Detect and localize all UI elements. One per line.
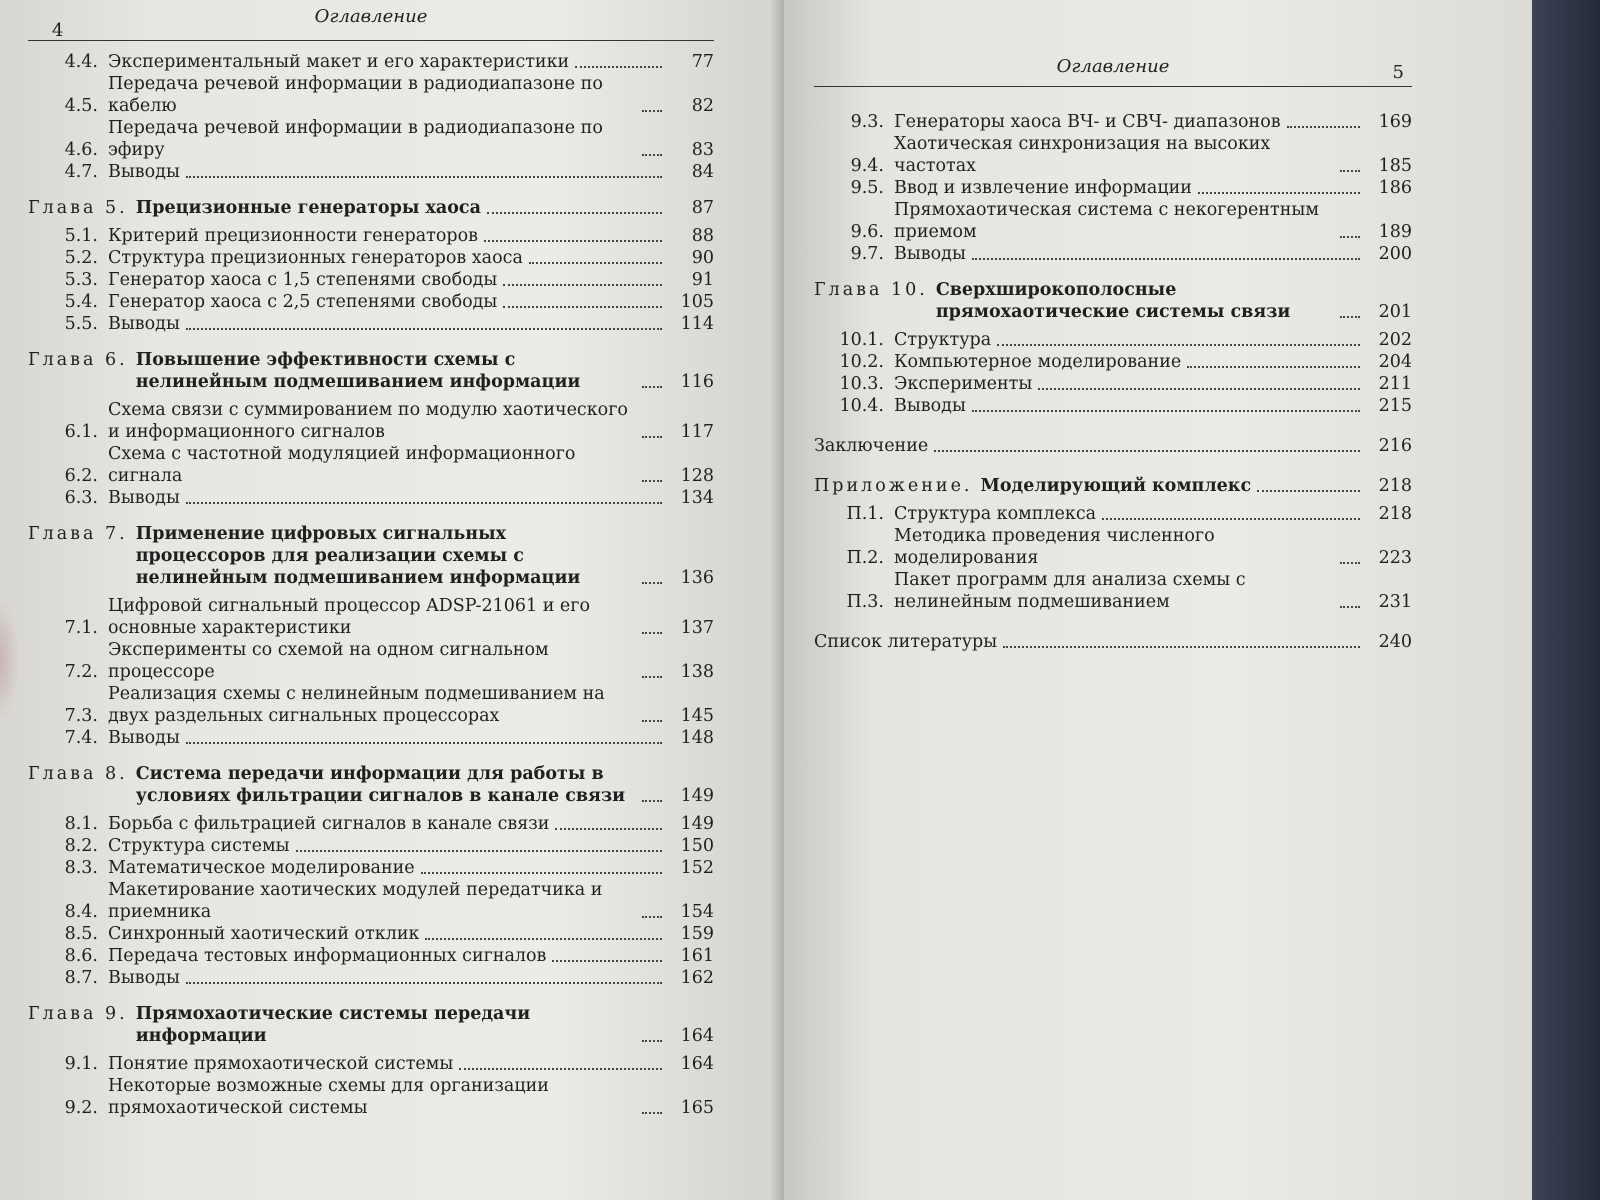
toc-entry — [814, 243, 1412, 265]
section-number: 5.4. — [64, 292, 98, 312]
section-title: Выводы — [108, 728, 180, 748]
section-number: 5.2. — [64, 248, 98, 268]
chapter-heading — [28, 523, 714, 589]
toc-entry — [814, 351, 1412, 373]
page-ref: 164 — [680, 1026, 714, 1046]
leader-dots — [642, 632, 662, 634]
page-ref: 128 — [680, 466, 714, 486]
page-ref: 83 — [691, 140, 714, 160]
chapter-title-text: Моделирующий комплекс — [980, 476, 1252, 496]
chapter-title — [136, 763, 714, 807]
chapter-heading — [814, 475, 1412, 497]
leader-dots — [642, 1112, 662, 1114]
toc-entry — [814, 503, 1412, 525]
leader-dots — [186, 982, 662, 984]
section-title: Цифровой сигнальный процессор ADSP-21061 и его основные характеристики — [108, 596, 590, 638]
chapter-label: Глава 10. — [814, 280, 928, 300]
chapter-title-text: Прямохаотические системы передачи информации — [135, 1004, 531, 1046]
section-title: Борьба с фильтрацией сигналов в канале связи — [108, 814, 550, 834]
leader-dots — [1187, 366, 1360, 368]
section-title: Выводы — [108, 314, 180, 334]
section-number: 5.3. — [64, 270, 98, 290]
toc-entry — [28, 967, 714, 989]
chapter-heading — [28, 349, 714, 393]
toc-entry — [28, 117, 714, 161]
leader-dots — [1287, 126, 1360, 128]
chapter-head — [814, 279, 1412, 323]
toc-entry — [814, 199, 1412, 243]
toc-entry — [814, 133, 1412, 177]
leader-dots — [1340, 562, 1360, 564]
toc-entry — [28, 313, 714, 335]
page-ref: 211 — [1378, 374, 1412, 394]
section-number: 8.7. — [64, 968, 98, 988]
leader-dots — [487, 212, 662, 214]
chapter-title — [980, 475, 1412, 497]
toc-entry — [814, 569, 1412, 613]
leader-dots — [1340, 606, 1360, 608]
chapter-heading — [28, 763, 714, 807]
chapter-head — [28, 523, 714, 589]
page-ref: 148 — [680, 728, 714, 748]
leader-dots — [997, 344, 1360, 346]
toc-entry — [814, 177, 1412, 199]
section-number: 6.3. — [64, 488, 98, 508]
page-ref: 84 — [691, 162, 714, 182]
references-title: Список литературы — [814, 632, 998, 652]
page-ref: 202 — [1378, 330, 1412, 350]
references-entry — [814, 631, 1412, 653]
page-ref: 216 — [1378, 436, 1412, 456]
leader-dots — [186, 742, 662, 744]
section-title: Синхронный хаотический отклик — [108, 924, 420, 944]
left-page — [0, 0, 784, 1200]
section-number: 10.3. — [839, 374, 884, 394]
leader-dots — [642, 110, 662, 112]
chapter-title-row — [136, 1003, 714, 1047]
section-title: Выводы — [108, 488, 180, 508]
section-title: Структура прецизионных генераторов хаоса — [108, 248, 523, 268]
page-ref: 218 — [1378, 504, 1412, 524]
section-title: Экспериментальный макет и его характеристики — [108, 52, 570, 72]
page-ref: 240 — [1378, 632, 1412, 652]
chapter-label: Приложение. — [814, 476, 973, 496]
section-number: 10.2. — [839, 352, 884, 372]
page-ref: 161 — [680, 946, 714, 966]
section-number: 9.7. — [850, 244, 884, 264]
section-title: Эксперименты — [894, 374, 1033, 394]
page-ref: 116 — [680, 372, 714, 392]
section-title: Пакет программ для анализа схемы с нелинейным подмешиванием — [894, 570, 1246, 612]
leader-dots — [425, 938, 662, 940]
page-ref: 150 — [680, 836, 714, 856]
toc-entry — [28, 399, 714, 443]
section-number: 8.1. — [64, 814, 98, 834]
leader-dots — [642, 720, 662, 722]
toc-entry — [28, 247, 714, 269]
leader-dots — [186, 502, 662, 504]
section-title: Математическое моделирование — [108, 858, 415, 878]
section-number: 9.4. — [850, 156, 884, 176]
page-ref: 90 — [691, 248, 714, 268]
page-ref: 201 — [1378, 302, 1412, 322]
leader-dots — [529, 262, 662, 264]
chapter-head — [28, 197, 714, 219]
section-title: Передача речевой информации в радиодиапазоне по эфиру — [108, 118, 603, 160]
section-number: П.3. — [846, 592, 884, 612]
toc-entry — [814, 525, 1412, 569]
page-ref: 137 — [680, 618, 714, 638]
chapter-title-row — [136, 197, 714, 219]
leader-dots — [642, 676, 662, 678]
toc-entry — [28, 639, 714, 683]
leader-dots — [459, 1068, 662, 1070]
chapter-label: Глава 5. — [28, 198, 128, 218]
chapter-title-text: Применение цифровых сигнальных процессоров для реализации схемы с нелинейным подмешиванием информации — [135, 524, 581, 588]
running-head-title: Оглавление — [314, 6, 428, 27]
section-number: 8.2. — [64, 836, 98, 856]
page-ref: 159 — [680, 924, 714, 944]
page-ref: 149 — [680, 814, 714, 834]
leader-dots — [1003, 646, 1360, 648]
section-number: 9.5. — [850, 178, 884, 198]
section-number: 9.1. — [64, 1054, 98, 1074]
page-ref: 169 — [1378, 112, 1412, 132]
chapter-head — [28, 349, 714, 393]
section-title: Некоторые возможные схемы для организации прямохаотической системы — [108, 1076, 549, 1118]
section-title: Выводы — [108, 968, 180, 988]
section-number: 4.5. — [64, 96, 98, 116]
chapter-label: Глава 6. — [28, 350, 128, 370]
chapter-head — [814, 475, 1412, 497]
page-ref: 91 — [691, 270, 714, 290]
page-ref: 88 — [691, 226, 714, 246]
section-title: Эксперименты со схемой на одном сигнальном процессоре — [108, 640, 549, 682]
section-number: 4.4. — [64, 52, 98, 72]
chapter-title-row — [936, 279, 1412, 323]
section-number: 7.2. — [64, 662, 98, 682]
page-ref: 223 — [1378, 548, 1412, 568]
toc-entry — [28, 73, 714, 117]
toc-entry — [814, 329, 1412, 351]
page-ref: 162 — [680, 968, 714, 988]
page-number: 5 — [1392, 62, 1404, 83]
chapter-title-text: Прецизионные генераторы хаоса — [135, 198, 481, 218]
page-ref: 231 — [1378, 592, 1412, 612]
chapter-title — [136, 349, 714, 393]
page-ref: 200 — [1378, 244, 1412, 264]
leader-dots — [934, 450, 1360, 452]
conclusion-title: Заключение — [814, 436, 929, 456]
toc-entry — [28, 835, 714, 857]
section-title: Структура — [894, 330, 992, 350]
toc-entry — [28, 269, 714, 291]
leader-dots — [1340, 236, 1360, 238]
section-title: Генераторы хаоса ВЧ- и СВЧ- диапазонов — [894, 112, 1281, 132]
chapter-heading — [28, 197, 714, 219]
leader-dots — [1340, 170, 1360, 172]
toc-entry — [28, 487, 714, 509]
chapter-label: Глава 7. — [28, 524, 128, 544]
section-number: 4.7. — [64, 162, 98, 182]
chapter-title — [936, 279, 1412, 323]
chapter-title-row — [136, 349, 714, 393]
running-head — [28, 6, 714, 41]
page-ref: 165 — [680, 1098, 714, 1118]
section-number: 6.2. — [64, 466, 98, 486]
section-title: Методика проведения численного моделирования — [894, 526, 1215, 568]
page-ref: 185 — [1378, 156, 1412, 176]
leader-dots — [552, 960, 662, 962]
page-ref: 152 — [680, 858, 714, 878]
leader-dots — [1038, 388, 1360, 390]
leader-dots — [642, 436, 662, 438]
leader-dots — [484, 240, 662, 242]
leader-dots — [642, 154, 662, 156]
right-page — [784, 0, 1532, 1200]
section-title: Генератор хаоса с 2,5 степенями свободы — [108, 292, 498, 312]
leader-dots — [503, 306, 662, 308]
chapter-title — [136, 1003, 714, 1047]
page-ref: 164 — [680, 1054, 714, 1074]
section-number: 4.6. — [64, 140, 98, 160]
toc-entry — [28, 51, 714, 73]
chapter-title-text: Сверхширокополосные прямохаотические системы связи — [935, 280, 1291, 322]
leader-dots — [972, 258, 1360, 260]
section-number: 10.4. — [839, 396, 884, 416]
chapter-title-text: Повышение эффективности схемы с нелинейным подмешиванием информации — [135, 350, 581, 392]
leader-dots — [642, 386, 662, 388]
toc-entry — [28, 727, 714, 749]
leader-dots — [421, 872, 662, 874]
page-ref: 136 — [680, 568, 714, 588]
leader-dots — [1340, 316, 1360, 318]
section-number: 9.2. — [64, 1098, 98, 1118]
page-ref: 154 — [680, 902, 714, 922]
leader-dots — [642, 582, 662, 584]
section-title: Компьютерное моделирование — [894, 352, 1182, 372]
section-title: Схема связи с суммированием по модулю хаотического и информационного сигналов — [108, 400, 628, 442]
chapter-title-row — [980, 475, 1412, 497]
section-title: Передача речевой информации в радиодиапазоне по кабелю — [108, 74, 603, 116]
leader-dots — [642, 916, 662, 918]
toc-entry — [814, 111, 1412, 133]
leader-dots — [1198, 192, 1360, 194]
page-ref: 87 — [691, 198, 714, 218]
section-title: Хаотическая синхронизация на высоких частотах — [894, 134, 1271, 176]
running-head-title: Оглавление — [1056, 56, 1170, 77]
chapter-heading — [814, 279, 1412, 323]
leader-dots — [555, 828, 662, 830]
section-number: 7.3. — [64, 706, 98, 726]
section-title: Прямохаотическая система с некогерентным приемом — [894, 200, 1319, 242]
chapter-title — [136, 523, 714, 589]
toc-right — [814, 111, 1412, 653]
section-number: 10.1. — [839, 330, 884, 350]
section-title: Структура комплекса — [894, 504, 1097, 524]
page-ref: 149 — [680, 786, 714, 806]
section-title: Выводы — [108, 162, 180, 182]
page-ref: 114 — [680, 314, 714, 334]
section-title: Реализация схемы с нелинейным подмешиванием на двух раздельных сигнальных процессорах — [108, 684, 605, 726]
toc-entry — [28, 1053, 714, 1075]
leader-dots — [642, 1040, 662, 1042]
chapter-title — [136, 197, 714, 219]
chapter-title-row — [136, 763, 714, 807]
section-title: Схема с частотной модуляцией информационного сигнала — [108, 444, 576, 486]
section-number: 5.5. — [64, 314, 98, 334]
leader-dots — [1257, 490, 1360, 492]
section-title: Структура системы — [108, 836, 290, 856]
toc-entry — [28, 443, 714, 487]
section-title: Выводы — [894, 244, 966, 264]
finger-shadow — [0, 600, 20, 720]
page-ref: 145 — [680, 706, 714, 726]
toc-entry — [28, 683, 714, 727]
section-number: 8.3. — [64, 858, 98, 878]
page-ref: 138 — [680, 662, 714, 682]
toc-entry — [28, 595, 714, 639]
page-ref: 215 — [1378, 396, 1412, 416]
section-title: Макетирование хаотических модулей передатчика и приемника — [108, 880, 603, 922]
leader-dots — [503, 284, 662, 286]
chapter-head — [28, 763, 714, 807]
section-number: 9.6. — [850, 222, 884, 242]
running-head — [814, 52, 1412, 87]
leader-dots — [642, 480, 662, 482]
page-number: 4 — [52, 20, 64, 41]
leader-dots — [186, 176, 662, 178]
page-ref: 117 — [680, 422, 714, 442]
toc-entry — [28, 1075, 714, 1119]
toc-entry — [814, 373, 1412, 395]
toc-entry — [28, 813, 714, 835]
page-ref: 134 — [680, 488, 714, 508]
page-ref: 77 — [691, 52, 714, 72]
section-number: 6.1. — [64, 422, 98, 442]
leader-dots — [296, 850, 662, 852]
section-number: П.2. — [846, 548, 884, 568]
page-ref: 105 — [680, 292, 714, 312]
section-title: Генератор хаоса с 1,5 степенями свободы — [108, 270, 498, 290]
section-title: Выводы — [894, 396, 966, 416]
toc-entry — [814, 395, 1412, 417]
section-number: 8.5. — [64, 924, 98, 944]
chapter-label: Глава 9. — [28, 1004, 128, 1024]
toc-entry — [28, 945, 714, 967]
chapter-title-text: Система передачи информации для работы в условиях фильтрации сигналов в канале связи — [135, 764, 626, 806]
conclusion-entry — [814, 435, 1412, 457]
section-number: 9.3. — [850, 112, 884, 132]
toc-left — [28, 51, 714, 1119]
leader-dots — [575, 66, 662, 68]
toc-entry — [28, 857, 714, 879]
section-number: 5.1. — [64, 226, 98, 246]
toc-entry — [28, 923, 714, 945]
leader-dots — [972, 410, 1360, 412]
book-cover-edge — [1532, 0, 1600, 1200]
section-title: Передача тестовых информационных сигналов — [108, 946, 547, 966]
leader-dots — [1102, 518, 1360, 520]
toc-entry — [28, 291, 714, 313]
section-number: П.1. — [846, 504, 884, 524]
section-number: 7.4. — [64, 728, 98, 748]
toc-entry — [28, 879, 714, 923]
chapter-label: Глава 8. — [28, 764, 128, 784]
page-ref: 189 — [1378, 222, 1412, 242]
toc-entry — [28, 225, 714, 247]
leader-dots — [186, 328, 662, 330]
page-ref: 186 — [1378, 178, 1412, 198]
toc-entry — [28, 161, 714, 183]
chapter-head — [28, 1003, 714, 1047]
section-title: Ввод и извлечение информации — [894, 178, 1192, 198]
chapter-title-row — [136, 523, 714, 589]
page-ref: 218 — [1378, 476, 1412, 496]
page-ref: 82 — [691, 96, 714, 116]
section-number: 8.6. — [64, 946, 98, 966]
section-title: Критерий прецизионности генераторов — [108, 226, 478, 246]
page-ref: 204 — [1378, 352, 1412, 372]
section-number: 8.4. — [64, 902, 98, 922]
section-number: 7.1. — [64, 618, 98, 638]
section-title: Понятие прямохаотической системы — [108, 1054, 454, 1074]
chapter-heading — [28, 1003, 714, 1047]
leader-dots — [642, 800, 662, 802]
